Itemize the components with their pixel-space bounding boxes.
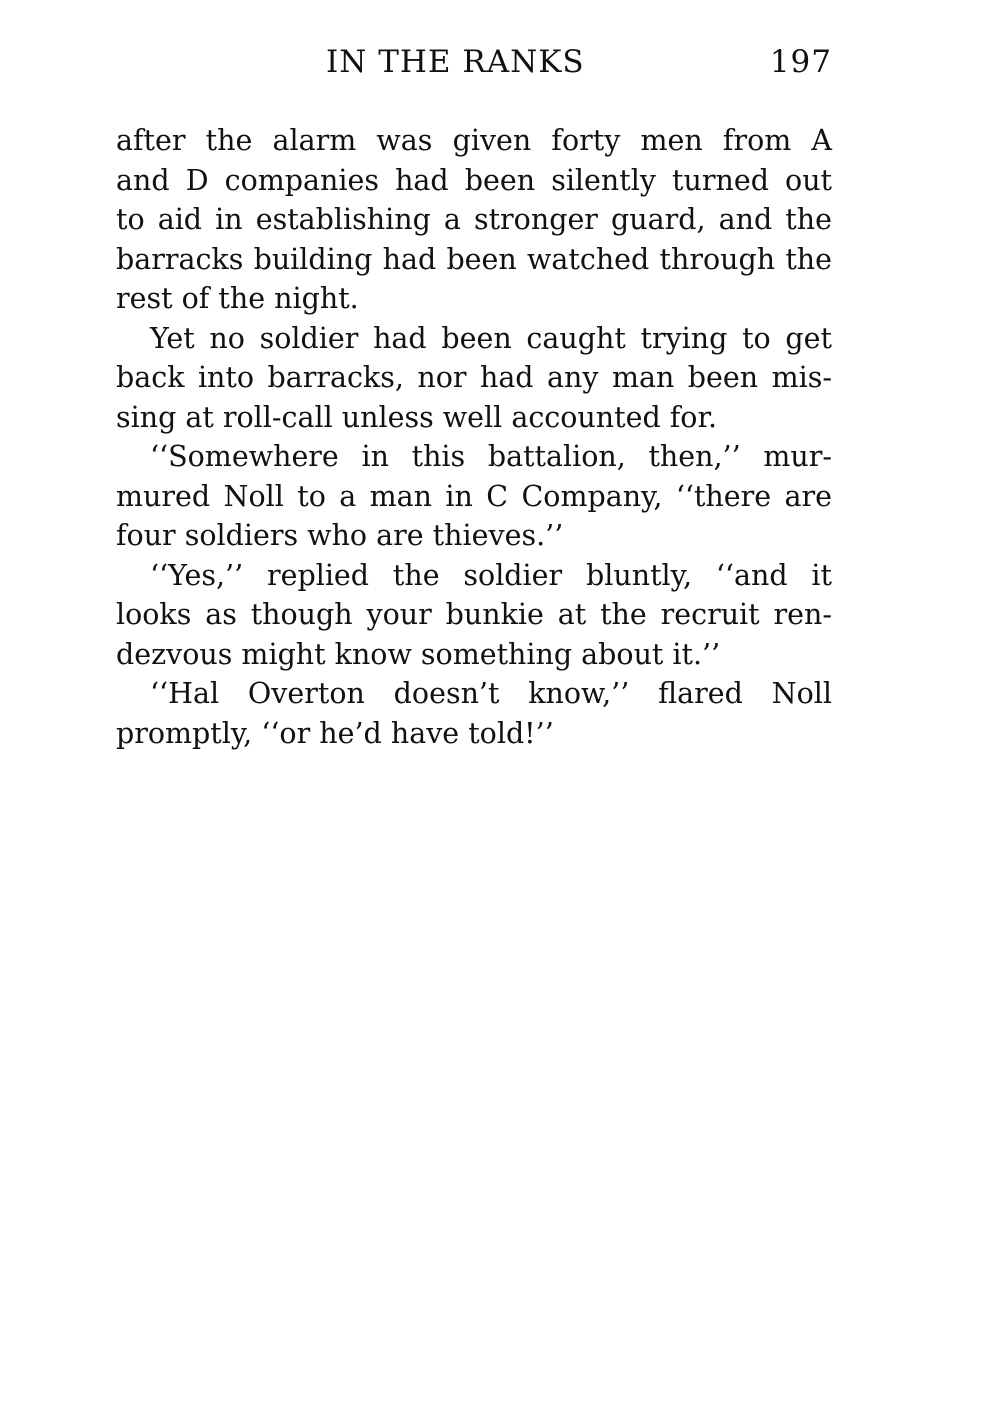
text-line: ‘‘Somewhere in this battalion, then,’’ mur- xyxy=(150,440,832,473)
book-page xyxy=(116,40,832,753)
text-line: barracks building had been watched through the xyxy=(116,242,832,276)
text-line: ‘‘Hal Overton doesn’t know,’’ flared Noll xyxy=(150,677,832,710)
text-line: rest of the night. xyxy=(116,282,359,315)
text-line: promptly, ‘‘or he’d have told!’’ xyxy=(116,716,554,750)
text-line: four soldiers who are thieves.’’ xyxy=(116,519,564,552)
text-line: mured Noll to a man in C Company, ‘‘there are xyxy=(116,479,832,513)
text-line: back into barracks, nor had any man been mis- xyxy=(116,361,832,394)
text-line: Yet no soldier had been caught trying to get xyxy=(150,321,832,355)
paragraph-3 xyxy=(116,437,832,556)
running-title: IN THE RANKS xyxy=(326,44,585,80)
text-line: after the alarm was given forty men from A xyxy=(116,124,832,157)
text-line: sing at roll-call unless well accounted for. xyxy=(116,400,718,434)
page-number: 197 xyxy=(769,44,832,80)
paragraph-2 xyxy=(116,319,832,438)
text-line: ‘‘Yes,’’ replied the soldier bluntly, ‘‘and it xyxy=(150,558,832,592)
text-line: dezvous might know something about it.’’ xyxy=(116,637,721,671)
paragraph-5 xyxy=(116,674,832,753)
body-text xyxy=(116,121,832,753)
text-line: looks as though your bunkie at the recruit ren- xyxy=(116,598,832,631)
paragraph-4 xyxy=(116,556,832,675)
paragraph-1 xyxy=(116,121,832,319)
text-line: and D companies had been silently turned out xyxy=(116,163,832,197)
text-line: to aid in establishing a stronger guard, and the xyxy=(116,203,832,236)
running-head xyxy=(116,40,832,88)
